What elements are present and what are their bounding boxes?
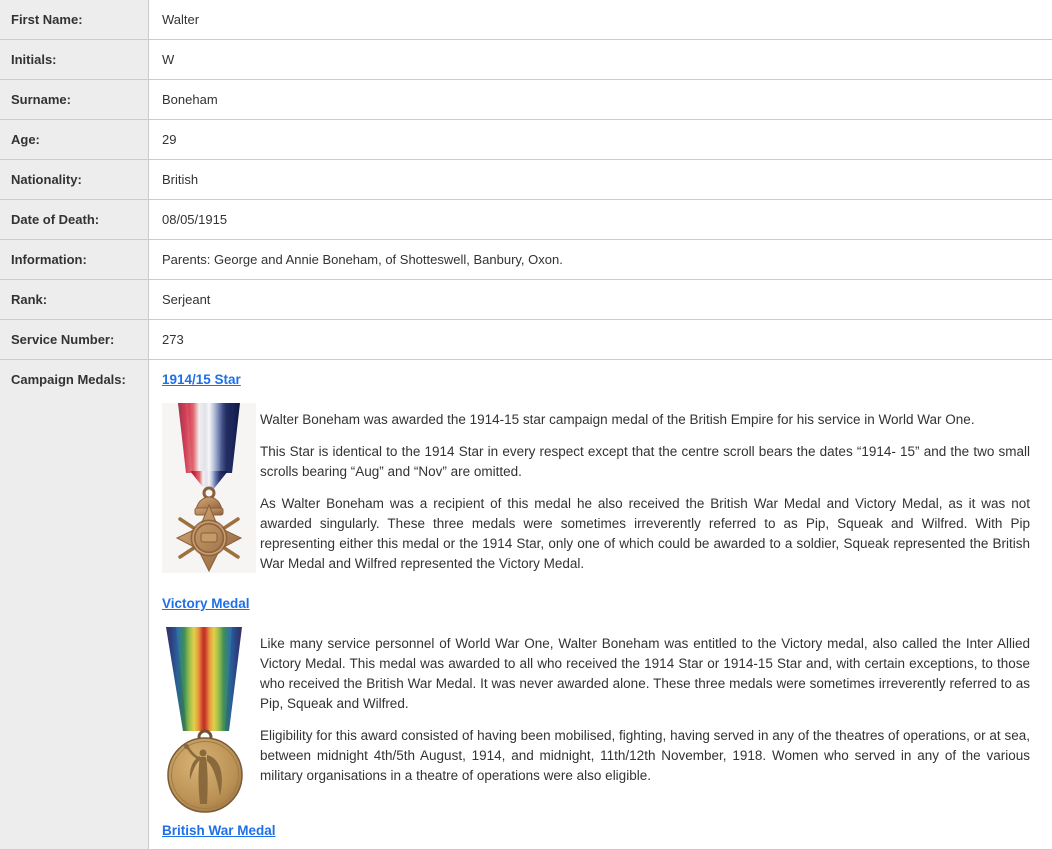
- field-value-rank: Serjeant: [149, 280, 1052, 320]
- field-label-surname: Surname:: [0, 80, 149, 120]
- medal-1914-15-star-icon: [162, 403, 256, 573]
- field-value-service-number: 273: [149, 320, 1052, 360]
- field-label-date-of-death: Date of Death:: [0, 200, 149, 240]
- field-value-date-of-death: 08/05/1915: [149, 200, 1052, 240]
- field-label-information: Information:: [0, 240, 149, 280]
- field-label-rank: Rank:: [0, 280, 149, 320]
- medal-paragraph: As Walter Boneham was a recipient of this medal he also received the British War Medal and Victory Medal, as it was not awarded singularly. These three medals were sometimes irreverently referred to as Pip, Squeak and Wilfred. With Pip representing either this medal or the 1914 Star, only one of which could be awarded to a soldier, Squeak represented the British War Medal and Wilfred represented the Victory Medal.: [260, 494, 1030, 574]
- table-row: [0, 240, 1052, 280]
- field-value-campaign-medals: [149, 360, 1052, 850]
- medal-1914-15-star-image: [162, 403, 260, 586]
- medal-paragraph: Like many service personnel of World War One, Walter Boneham was entitled to the Victory medal, also called the Inter Allied Victory Medal. This medal was awarded to all who received the 1914 Star or 1914-15 Star and, with certain exceptions, to those who received the British War Medal. It was never awarded alone. These three medals were sometimes irreverently referred to as Pip, Squeak and Wilfred.: [260, 634, 1030, 714]
- table-row: [0, 160, 1052, 200]
- field-label-initials: Initials:: [0, 40, 149, 80]
- table-row: [0, 80, 1052, 120]
- medal-paragraph: This Star is identical to the 1914 Star in every respect except that the centre scroll bears the dates “1914- 15” and the two small scrolls bearing “Aug” and “Nov” are omitted.: [260, 442, 1030, 482]
- victory-ribbon: [166, 627, 242, 731]
- field-value-nationality: British: [149, 160, 1052, 200]
- link-1914-15-star[interactable]: 1914/15 Star: [162, 372, 241, 388]
- table-row: [0, 120, 1052, 160]
- field-value-age: 29: [149, 120, 1052, 160]
- link-british-war-medal[interactable]: British War Medal: [162, 823, 276, 839]
- medal-paragraph: Walter Boneham was awarded the 1914-15 star campaign medal of the British Empire for his service in World War One.: [260, 410, 1030, 430]
- field-value-surname: Boneham: [149, 80, 1052, 120]
- victory-medal-body: [168, 731, 242, 812]
- table-row: [0, 280, 1052, 320]
- field-label-service-number: Service Number:: [0, 320, 149, 360]
- link-victory-medal[interactable]: Victory Medal: [162, 596, 250, 612]
- field-value-information: Parents: George and Annie Boneham, of Shotteswell, Banbury, Oxon.: [149, 240, 1052, 280]
- victory-medal-image: [162, 627, 260, 813]
- table-row: [0, 0, 1052, 40]
- field-label-campaign-medals: Campaign Medals:: [0, 360, 149, 850]
- medal-section-victory-medal: [162, 627, 1030, 813]
- table-row: [0, 200, 1052, 240]
- medal-text-1914-15-star: [260, 403, 1030, 586]
- field-value-first-name: Walter: [149, 0, 1052, 40]
- medal-paragraph: Eligibility for this award consisted of having been mobilised, fighting, having served in any of the theatres of operations, or at sea, between midnight 4th/5th August, 1914, and midnight, 11th/12th November, 1918. Women who served in any of the various military organisations in a theatre of operations were also eligible.: [260, 726, 1030, 786]
- victory-medal-icon: [162, 627, 246, 813]
- field-label-age: Age:: [0, 120, 149, 160]
- table-row: [0, 40, 1052, 80]
- table-row-campaign-medals: [0, 360, 1052, 850]
- medal-text-victory-medal: [260, 627, 1030, 813]
- medal-section-1914-15-star: [162, 403, 1030, 586]
- field-value-initials: W: [149, 40, 1052, 80]
- field-label-first-name: First Name:: [0, 0, 149, 40]
- table-row: [0, 320, 1052, 360]
- field-label-nationality: Nationality:: [0, 160, 149, 200]
